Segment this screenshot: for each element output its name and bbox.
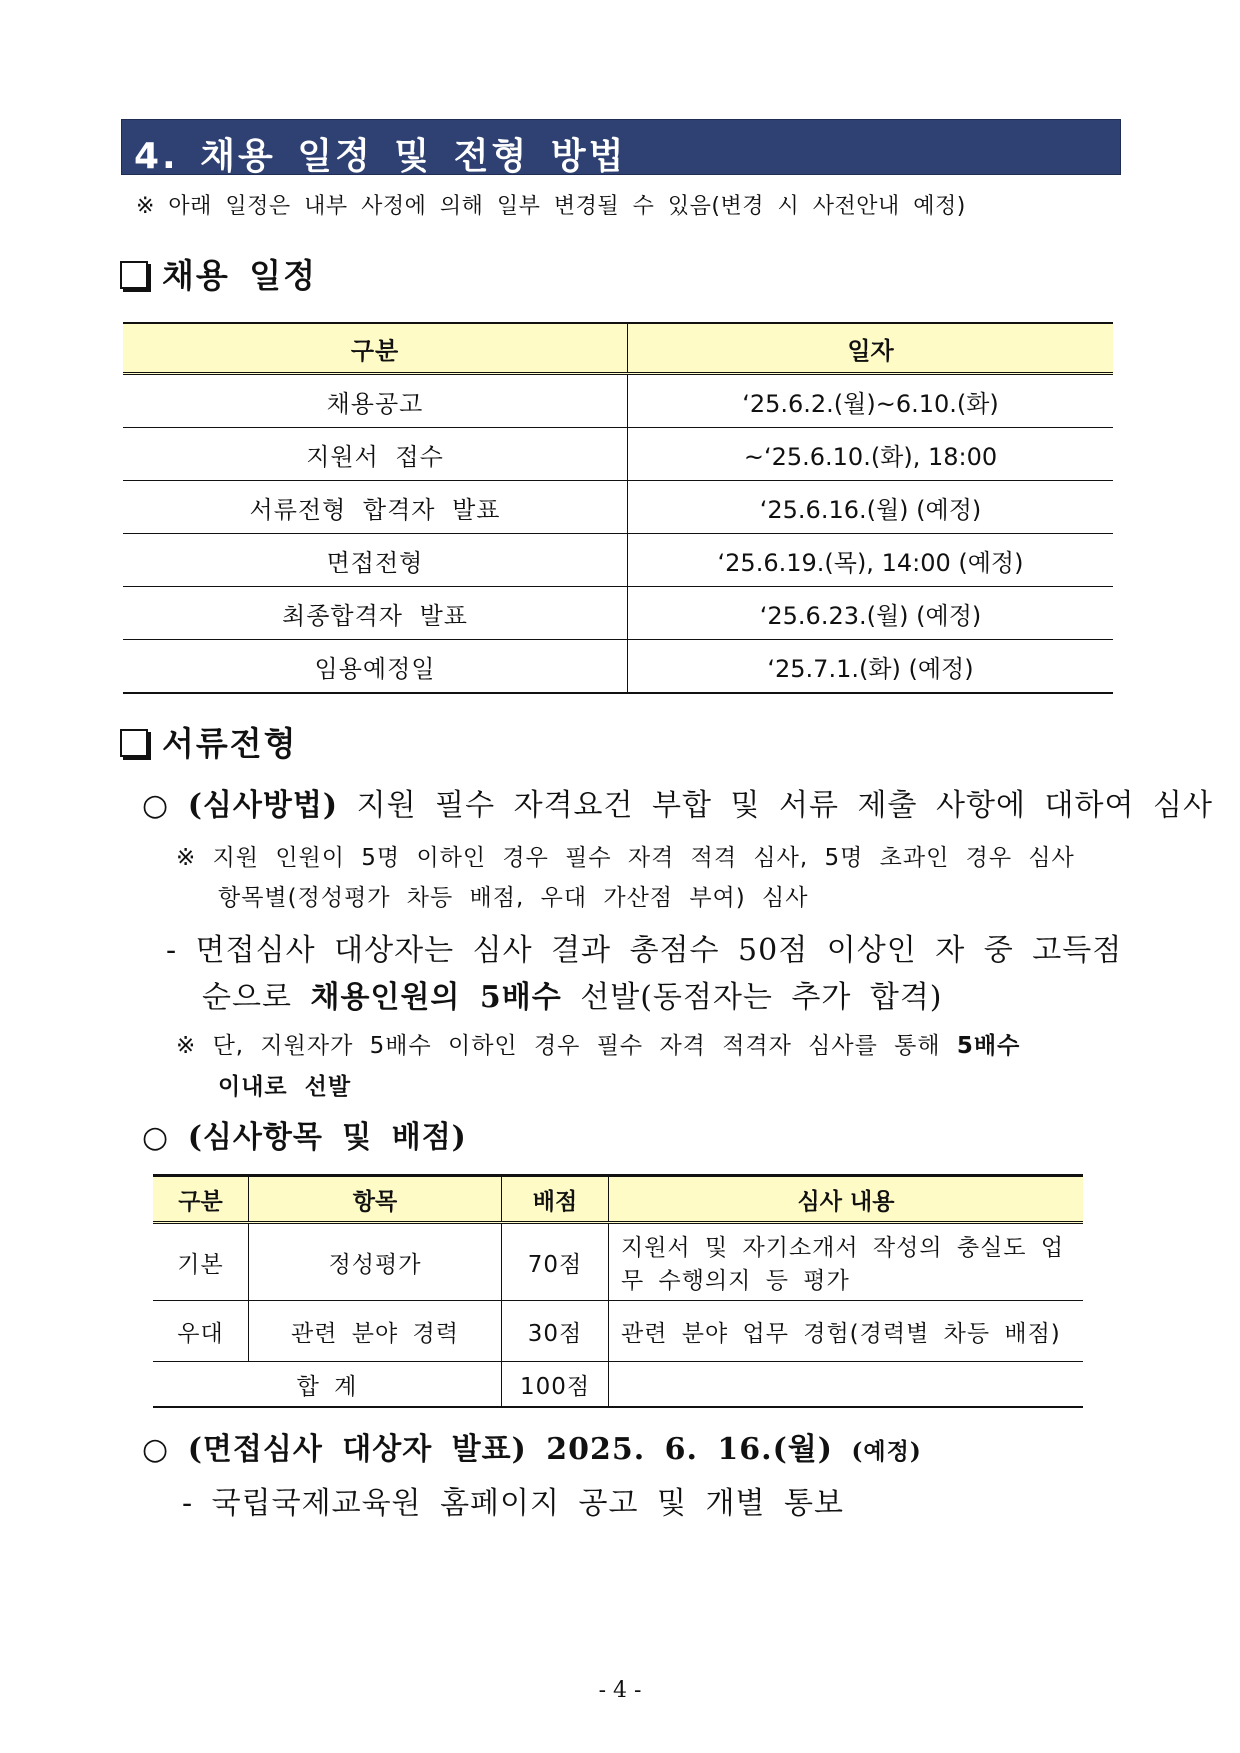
score-header-content: 심사 내용 (609, 1176, 1084, 1223)
score-header-row (153, 1176, 1083, 1223)
score-items-label: (심사항목 및 배점) (187, 1120, 467, 1155)
interview-announcement-label: (면접심사 대상자 발표) 2025. 6. 16.(월) (187, 1432, 833, 1467)
screening-heading-text: 서류전형 (162, 724, 298, 763)
score-total-row (153, 1362, 1083, 1408)
schedule-date: ‘25.6.23.(월) (예정) (628, 587, 1114, 640)
schedule-date: ‘25.6.2.(월)~6.10.(화) (628, 374, 1114, 428)
circle-bullet: ○ (142, 1120, 170, 1155)
score-header-category: 구분 (153, 1176, 249, 1223)
table-row (123, 374, 1113, 428)
schedule-step: 채용공고 (123, 374, 628, 428)
score-total-label: 합 계 (153, 1362, 502, 1408)
interview-notice-line: - 국립국제교육원 홈페이지 공고 및 개별 통보 (182, 1486, 844, 1521)
schedule-step: 면접전형 (123, 534, 628, 587)
schedule-change-notice: ※ 아래 일정은 내부 사정에 의해 일부 변경될 수 있음(변경 시 사전안내 예정) (136, 194, 966, 219)
score-total-value: 100점 (502, 1362, 609, 1408)
schedule-date: ‘25.7.1.(화) (예정) (628, 640, 1114, 694)
score-items-line (142, 1112, 467, 1156)
schedule-step: 서류전형 합격자 발표 (123, 481, 628, 534)
score-category: 우대 (153, 1301, 249, 1362)
table-row (123, 640, 1113, 694)
table-row (123, 534, 1113, 587)
score-item: 정성평가 (249, 1223, 502, 1301)
table-row (123, 428, 1113, 481)
screening-method-text: 지원 필수 자격요건 부합 및 서류 제출 사항에 대하여 심사 (356, 788, 1213, 823)
schedule-heading (120, 250, 317, 297)
section-title: 4. 채용 일정 및 전형 방법 (134, 136, 627, 177)
score-content: 지원서 및 자기소개서 작성의 충실도 업무 수행의지 등 평가 (609, 1223, 1084, 1301)
score-table (153, 1174, 1083, 1408)
screening-note-2-bold: 5배수 (956, 1033, 1021, 1059)
interview-announcement-line (142, 1424, 922, 1468)
table-row (123, 481, 1113, 534)
score-category: 기본 (153, 1223, 249, 1301)
table-row (153, 1223, 1083, 1301)
screening-note-2-text: ※ 단, 지원자가 5배수 이하인 경우 필수 자격 적격자 심사를 통해 (176, 1033, 941, 1059)
screening-dash-line-2 (202, 972, 943, 1016)
schedule-step: 임용예정일 (123, 640, 628, 694)
interview-announcement-suffix: (예정) (851, 1438, 922, 1465)
screening-heading (120, 718, 298, 765)
score-item: 관련 분야 경력 (249, 1301, 502, 1362)
schedule-table (123, 322, 1113, 694)
schedule-date: ~‘25.6.10.(화), 18:00 (628, 428, 1114, 481)
schedule-step: 최종합격자 발표 (123, 587, 628, 640)
screening-dash-text-a: 순으로 (202, 980, 292, 1015)
schedule-heading-text: 채용 일정 (162, 256, 318, 295)
schedule-date: ‘25.6.19.(목), 14:00 (예정) (628, 534, 1114, 587)
section-title-bar (121, 119, 1121, 175)
score-header-points: 배점 (502, 1176, 609, 1223)
score-total-empty (609, 1362, 1084, 1408)
score-header-item: 항목 (249, 1176, 502, 1223)
screening-note-1-line-1: ※ 지원 인원이 5명 이하인 경우 필수 자격 적격 심사, 5명 초과인 경우 심사 (176, 845, 1075, 871)
page-number: - 4 - (598, 1678, 642, 1703)
schedule-header-date: 일자 (628, 323, 1114, 374)
checkbox-square-icon (120, 729, 148, 757)
schedule-header-category: 구분 (123, 323, 628, 374)
checkbox-square-icon (120, 261, 148, 289)
score-points: 30점 (502, 1301, 609, 1362)
score-content: 관련 분야 업무 경험(경력별 차등 배점) (609, 1301, 1084, 1362)
circle-bullet: ○ (142, 1432, 170, 1467)
screening-note-1-line-2: 항목별(정성평가 차등 배점, 우대 가산점 부여) 심사 (218, 885, 809, 911)
table-row (153, 1301, 1083, 1362)
screening-dash-text-b: 선발(동점자는 추가 합격) (580, 980, 943, 1015)
screening-dash-bold: 채용인원의 5배수 (310, 980, 562, 1015)
screening-method-line (142, 780, 1213, 824)
screening-method-label: (심사방법) (187, 788, 339, 823)
schedule-step: 지원서 접수 (123, 428, 628, 481)
schedule-date: ‘25.6.16.(월) (예정) (628, 481, 1114, 534)
circle-bullet: ○ (142, 788, 170, 823)
table-row (123, 587, 1113, 640)
screening-note-2-line-2: 이내로 선발 (218, 1074, 352, 1100)
schedule-header-row (123, 323, 1113, 374)
screening-dash-line-1: - 면접심사 대상자는 심사 결과 총점수 50점 이상인 자 중 고득점 (166, 933, 1123, 968)
screening-note-2-line-1 (176, 1027, 1020, 1060)
score-points: 70점 (502, 1223, 609, 1301)
